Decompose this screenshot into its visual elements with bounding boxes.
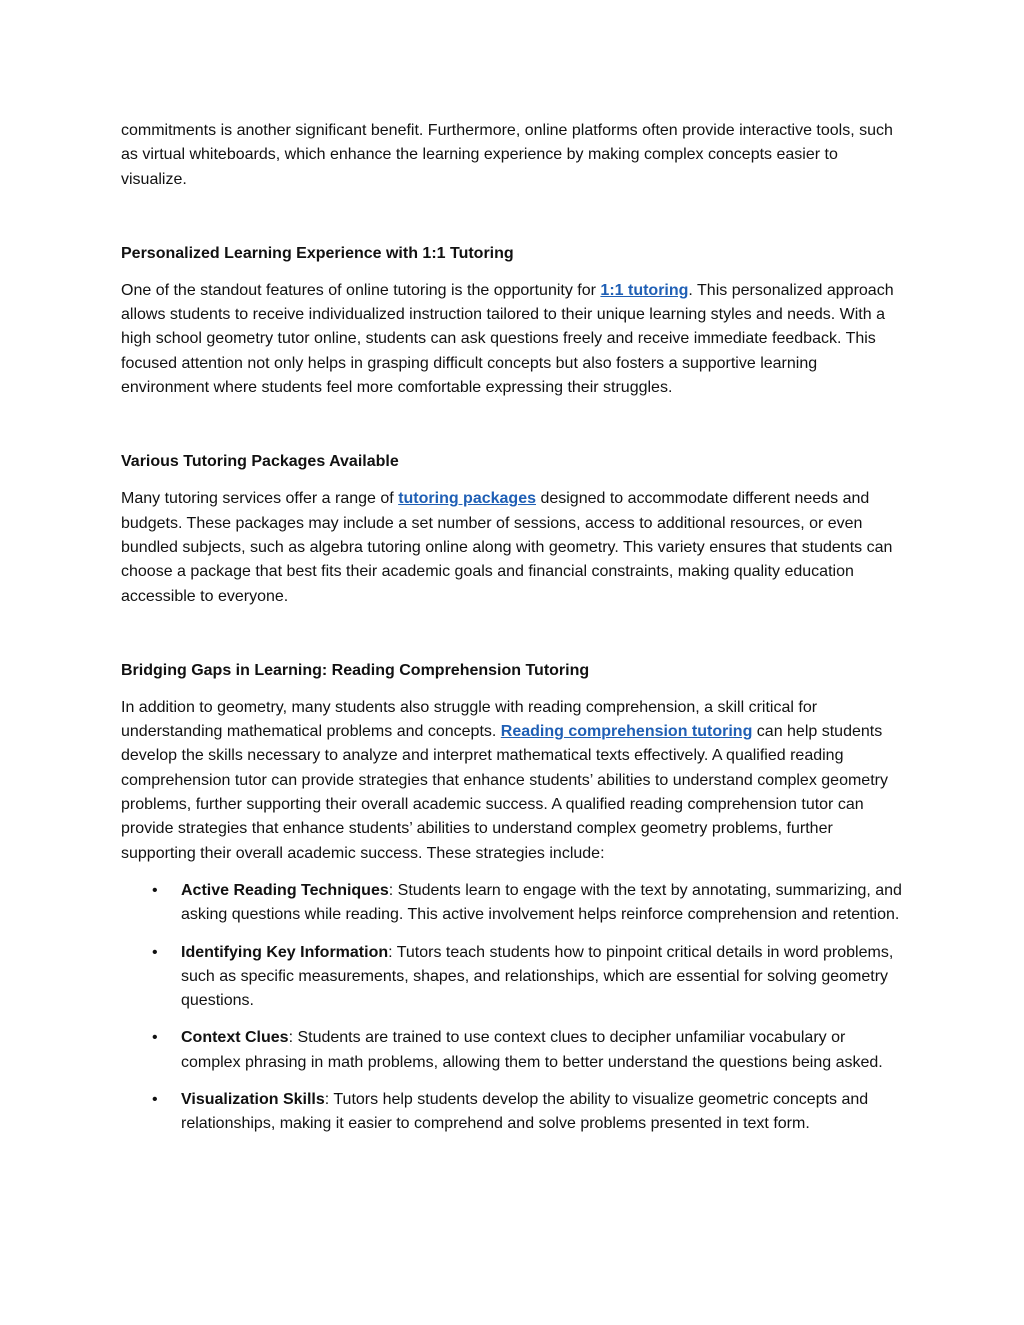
list-item-text: : Tutors help students develop the ability to visualize geometric concepts and relationships, making it easier to comprehend and solve problems presented in text form. <box>181 1091 869 1133</box>
paragraph-text: designed to accommodate different needs and budgets. These packages may include a set number of sessions, access to additional resources, or even bundled subjects, such as algebra tutoring online along with geometry. This variety ensures that students can choose a package that best fits their academic goals and financial constraints, making quality education accessible to everyone. <box>121 490 893 605</box>
list-item-text: : Students are trained to use context clues to decipher unfamiliar vocabulary or complex phrasing in math problems, allowing them to better understand the questions being asked. <box>181 1029 883 1071</box>
list-item-text: : Tutors teach students how to pinpoint critical details in word problems, such as specific measurements, shapes, and relationships, which are essential for solving geometry questions. <box>181 943 894 1010</box>
intro-paragraph: commitments is another significant benefit. Furthermore, online platforms often provide interactive tools, such as virtual whiteboards, which enhance the learning experience by making complex concepts easier to visualize. <box>121 122 893 188</box>
personalized-learning-paragraph <box>121 279 906 400</box>
reading-comprehension-paragraph <box>121 696 906 866</box>
list-item-term: Context Clues <box>181 1029 289 1047</box>
link-reading-comprehension-tutoring[interactable]: Reading comprehension tutoring <box>500 723 753 741</box>
list-item <box>152 941 906 1014</box>
list-item <box>152 1088 906 1137</box>
list-item <box>152 879 906 928</box>
link-tutoring-packages[interactable]: tutoring packages <box>398 490 536 508</box>
list-item-term: Visualization Skills <box>181 1091 325 1109</box>
bullet-icon: • <box>152 943 158 961</box>
list-item-term: Identifying Key Information <box>181 943 389 961</box>
paragraph-text: In addition to geometry, many students also struggle with reading comprehension, a skill critical for understanding mathematical problems and concepts. <box>121 698 818 741</box>
bullet-icon: • <box>152 1091 158 1109</box>
link-1-1-tutoring[interactable]: 1:1 tutoring <box>600 281 689 299</box>
tutoring-packages-paragraph <box>121 487 906 608</box>
section-heading-tutoring-packages: Various Tutoring Packages Available <box>121 453 399 471</box>
section-heading-reading-comprehension: Bridging Gaps in Learning: Reading Comprehension Tutoring <box>121 661 590 679</box>
strategies-list <box>121 879 906 1137</box>
paragraph-text: One of the standout features of online tutoring is the opportunity for <box>121 281 601 299</box>
bullet-icon: • <box>152 881 158 899</box>
paragraph-text: . This personalized approach allows students to receive individualized instruction tailored to their unique learning styles and needs. With a high school geometry tutor online, students can ask questions freely and receive immediate feedback. This focused attention not only helps in grasping difficult concepts but also fosters a supportive learning environment where students feel more comfortable expressing their struggles. <box>121 281 894 397</box>
bullet-icon: • <box>152 1029 158 1047</box>
list-item-text: : Students learn to engage with the text by annotating, summarizing, and asking questions while reading. This active involvement helps reinforce comprehension and retention. <box>181 881 902 924</box>
paragraph-text: can help students develop the skills necessary to analyze and interpret mathematical texts effectively. A qualified reading comprehension tutor can provide strategies that enhance students’ abilities to understand complex geometry problems, further supporting their overall academic success. A qualified reading comprehension tutor can provide strategies that enhance students’ abilities to understand complex geometry problems, further supporting their overall academic success. These strategies include: <box>121 723 888 862</box>
section-heading-personalized-learning: Personalized Learning Experience with 1:1 Tutoring <box>121 244 514 262</box>
paragraph-text: Many tutoring services offer a range of <box>121 490 399 508</box>
list-item-term: Active Reading Techniques <box>181 881 389 899</box>
list-item <box>152 1026 906 1075</box>
